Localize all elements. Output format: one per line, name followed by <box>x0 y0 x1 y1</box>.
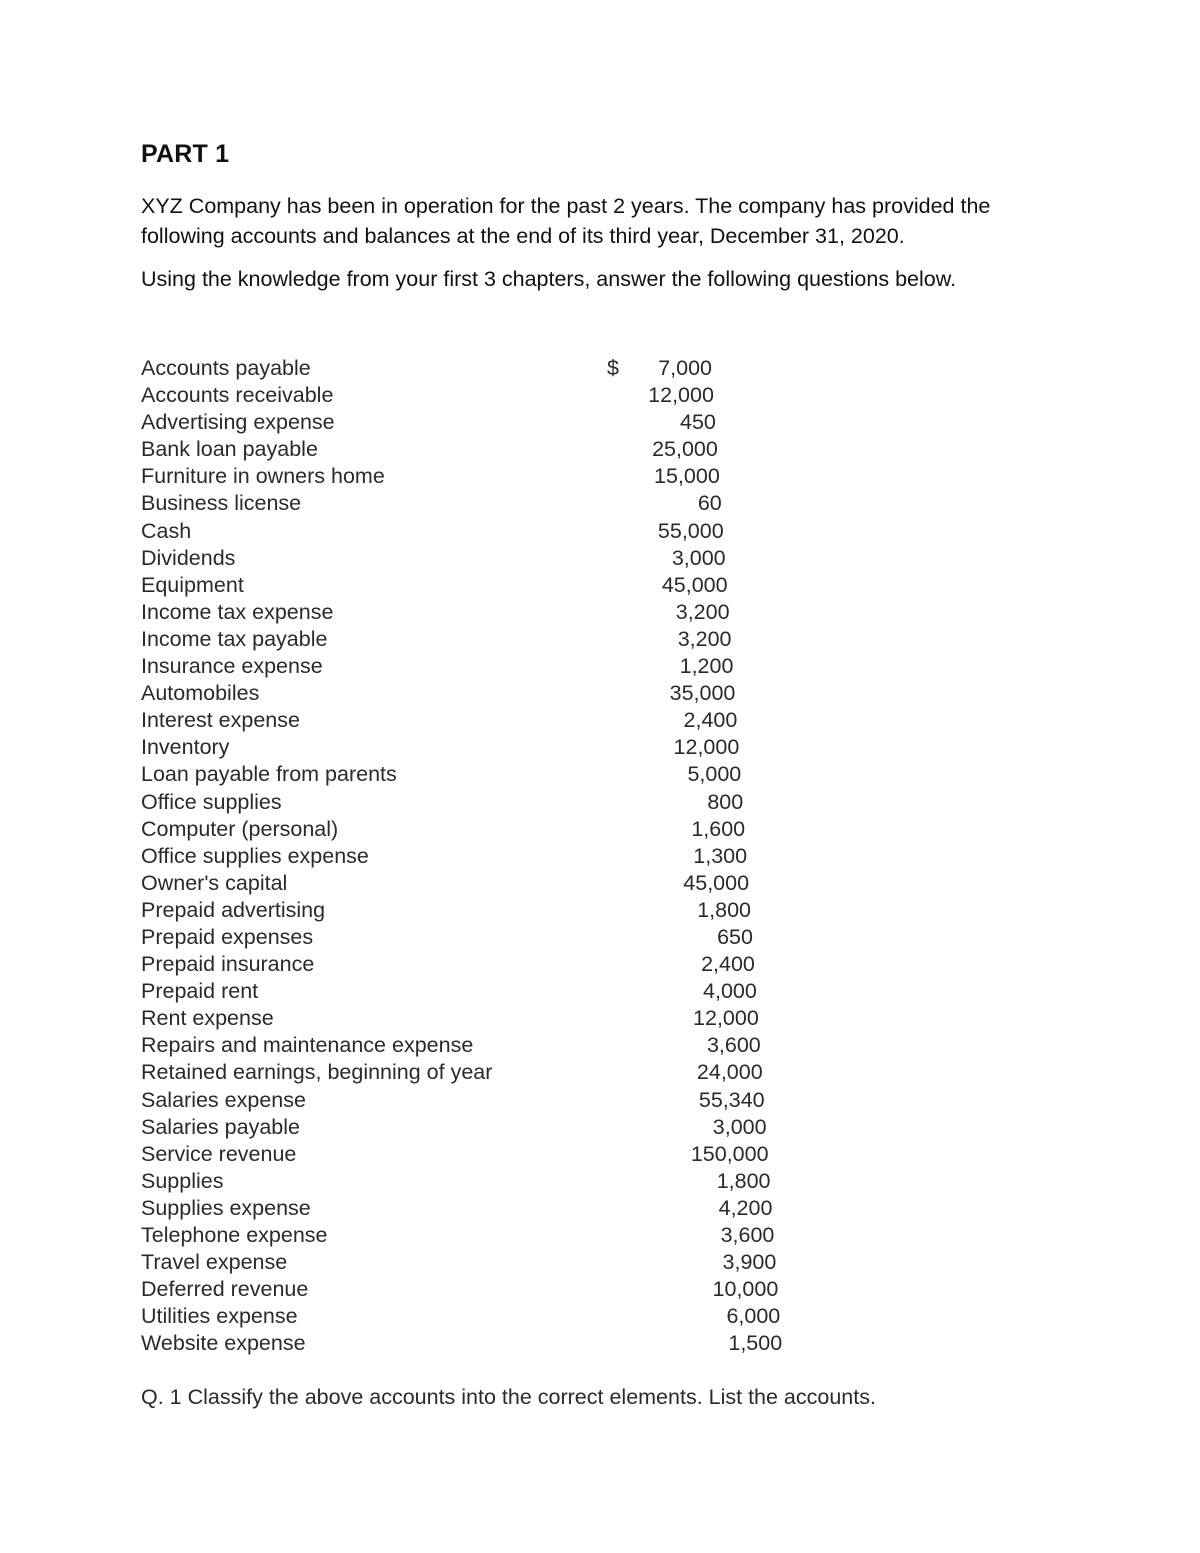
account-amount: 1,500 <box>728 1331 783 1356</box>
account-amount: 12,000 <box>673 735 740 760</box>
account-row <box>141 843 841 870</box>
account-amount: 3,600 <box>720 1223 775 1247</box>
account-amount: 7,000 <box>658 356 712 380</box>
account-row <box>141 870 841 897</box>
account-name: Bank loan payable <box>141 437 318 462</box>
account-row <box>141 1276 841 1303</box>
account-name: Computer (personal) <box>141 816 339 841</box>
account-row <box>141 1222 841 1249</box>
account-amount: 55,340 <box>698 1087 765 1112</box>
account-amount: 1,300 <box>693 843 748 868</box>
account-name: Office supplies <box>141 789 282 814</box>
account-name: Website expense <box>141 1331 306 1356</box>
account-amount: 650 <box>717 924 753 949</box>
account-name: Retained earnings, beginning of year <box>141 1060 493 1085</box>
account-name: Business license <box>141 491 302 516</box>
account-row <box>141 680 841 707</box>
account-name: Deferred revenue <box>141 1277 309 1302</box>
account-name: Supplies expense <box>141 1195 311 1220</box>
account-amount: 35,000 <box>669 681 736 706</box>
account-name: Accounts receivable <box>141 383 334 408</box>
account-name: Salaries expense <box>141 1087 306 1112</box>
account-row <box>141 436 841 463</box>
account-amount: 1,600 <box>691 816 746 841</box>
account-name: Owner's capital <box>141 870 288 895</box>
account-row <box>141 463 841 490</box>
instruction-paragraph: Using the knowledge from your first 3 chapters, answer the following questions below. <box>141 267 957 291</box>
account-name: Dividends <box>141 545 236 570</box>
account-amount: 3,200 <box>675 599 730 624</box>
account-amount: 800 <box>707 789 744 814</box>
currency-symbol: $ <box>607 356 619 380</box>
account-row <box>141 1141 841 1168</box>
account-name: Service revenue <box>141 1141 297 1166</box>
account-name: Prepaid insurance <box>141 952 315 977</box>
account-name: Equipment <box>141 572 244 597</box>
account-row <box>141 518 841 545</box>
account-name: Travel expense <box>141 1250 288 1275</box>
account-row <box>141 409 841 436</box>
account-amount: 12,000 <box>693 1006 759 1031</box>
account-amount: 450 <box>680 410 716 435</box>
account-amount: 150,000 <box>690 1141 769 1166</box>
account-row <box>141 978 841 1005</box>
accounts-list <box>141 355 841 1357</box>
account-row <box>141 355 841 382</box>
account-row <box>141 897 841 924</box>
account-amount: 3,900 <box>722 1250 777 1275</box>
account-row <box>141 707 841 734</box>
account-name: Office supplies expense <box>141 843 369 868</box>
account-amount: 25,000 <box>652 437 718 462</box>
account-row <box>141 572 841 599</box>
account-name: Prepaid rent <box>141 979 259 1004</box>
account-amount: 3,200 <box>677 626 732 651</box>
account-row <box>141 1005 841 1032</box>
account-row <box>141 924 841 951</box>
account-row <box>141 1059 841 1086</box>
account-amount: 15,000 <box>654 464 720 489</box>
intro-paragraph: XYZ Company has been in operation for the past 2 years. The company has provided the following accounts and balances at the end of its third year, December 31, 2020. <box>141 194 991 248</box>
account-row <box>141 734 841 761</box>
account-row <box>141 1032 841 1059</box>
account-amount: 60 <box>697 491 722 516</box>
account-amount: 45,000 <box>683 870 750 895</box>
account-row <box>141 653 841 680</box>
account-amount: 1,800 <box>697 897 751 922</box>
account-amount: 45,000 <box>661 572 728 597</box>
part-heading: PART 1 <box>141 140 230 168</box>
account-row <box>141 490 841 517</box>
account-name: Rent expense <box>141 1006 274 1031</box>
account-row <box>141 626 841 653</box>
account-name: Prepaid advertising <box>141 897 326 922</box>
account-amount: 4,000 <box>703 979 757 1004</box>
account-name: Cash <box>141 518 192 543</box>
account-row <box>141 816 841 843</box>
account-row <box>141 1114 841 1141</box>
account-amount: 2,400 <box>683 708 738 733</box>
account-row <box>141 599 841 626</box>
account-amount: 5,000 <box>687 762 742 787</box>
account-row <box>141 545 841 572</box>
account-name: Salaries payable <box>141 1114 300 1139</box>
account-row <box>141 1330 841 1357</box>
account-row <box>141 1168 841 1195</box>
account-name: Telephone expense <box>141 1223 328 1247</box>
account-name: Automobiles <box>141 681 260 706</box>
account-name: Income tax expense <box>141 599 334 624</box>
account-amount: 3,000 <box>712 1114 767 1139</box>
account-row <box>141 1195 841 1222</box>
account-row <box>141 951 841 978</box>
account-row <box>141 1303 841 1330</box>
account-name: Repairs and maintenance expense <box>141 1033 474 1058</box>
account-name: Inventory <box>141 735 230 760</box>
account-name: Supplies <box>141 1168 224 1193</box>
account-name: Loan payable from parents <box>141 762 397 787</box>
account-name: Furniture in owners home <box>141 464 385 489</box>
account-name: Accounts payable <box>141 356 311 380</box>
question-1: Q. 1 Classify the above accounts into the correct elements. List the accounts. <box>141 1385 876 1409</box>
account-row <box>141 382 841 409</box>
account-amount: 12,000 <box>648 383 714 408</box>
account-amount: 10,000 <box>712 1277 779 1302</box>
account-row <box>141 1249 841 1276</box>
account-amount: 3,000 <box>671 545 726 570</box>
account-row <box>141 789 841 816</box>
account-amount: 24,000 <box>696 1060 763 1085</box>
account-name: Interest expense <box>141 708 300 733</box>
account-amount: 4,200 <box>718 1195 773 1220</box>
account-row <box>141 761 841 788</box>
account-amount: 6,000 <box>726 1304 781 1329</box>
account-name: Income tax payable <box>141 626 328 651</box>
account-amount: 55,000 <box>657 518 724 543</box>
account-name: Prepaid expenses <box>141 924 314 949</box>
account-row <box>141 1087 841 1114</box>
account-amount: 1,800 <box>716 1168 771 1193</box>
account-name: Utilities expense <box>141 1304 298 1329</box>
account-amount: 1,200 <box>679 654 734 679</box>
account-amount: 2,400 <box>701 952 755 977</box>
account-name: Advertising expense <box>141 410 335 435</box>
account-name: Insurance expense <box>141 654 323 679</box>
account-amount: 3,600 <box>706 1033 761 1058</box>
